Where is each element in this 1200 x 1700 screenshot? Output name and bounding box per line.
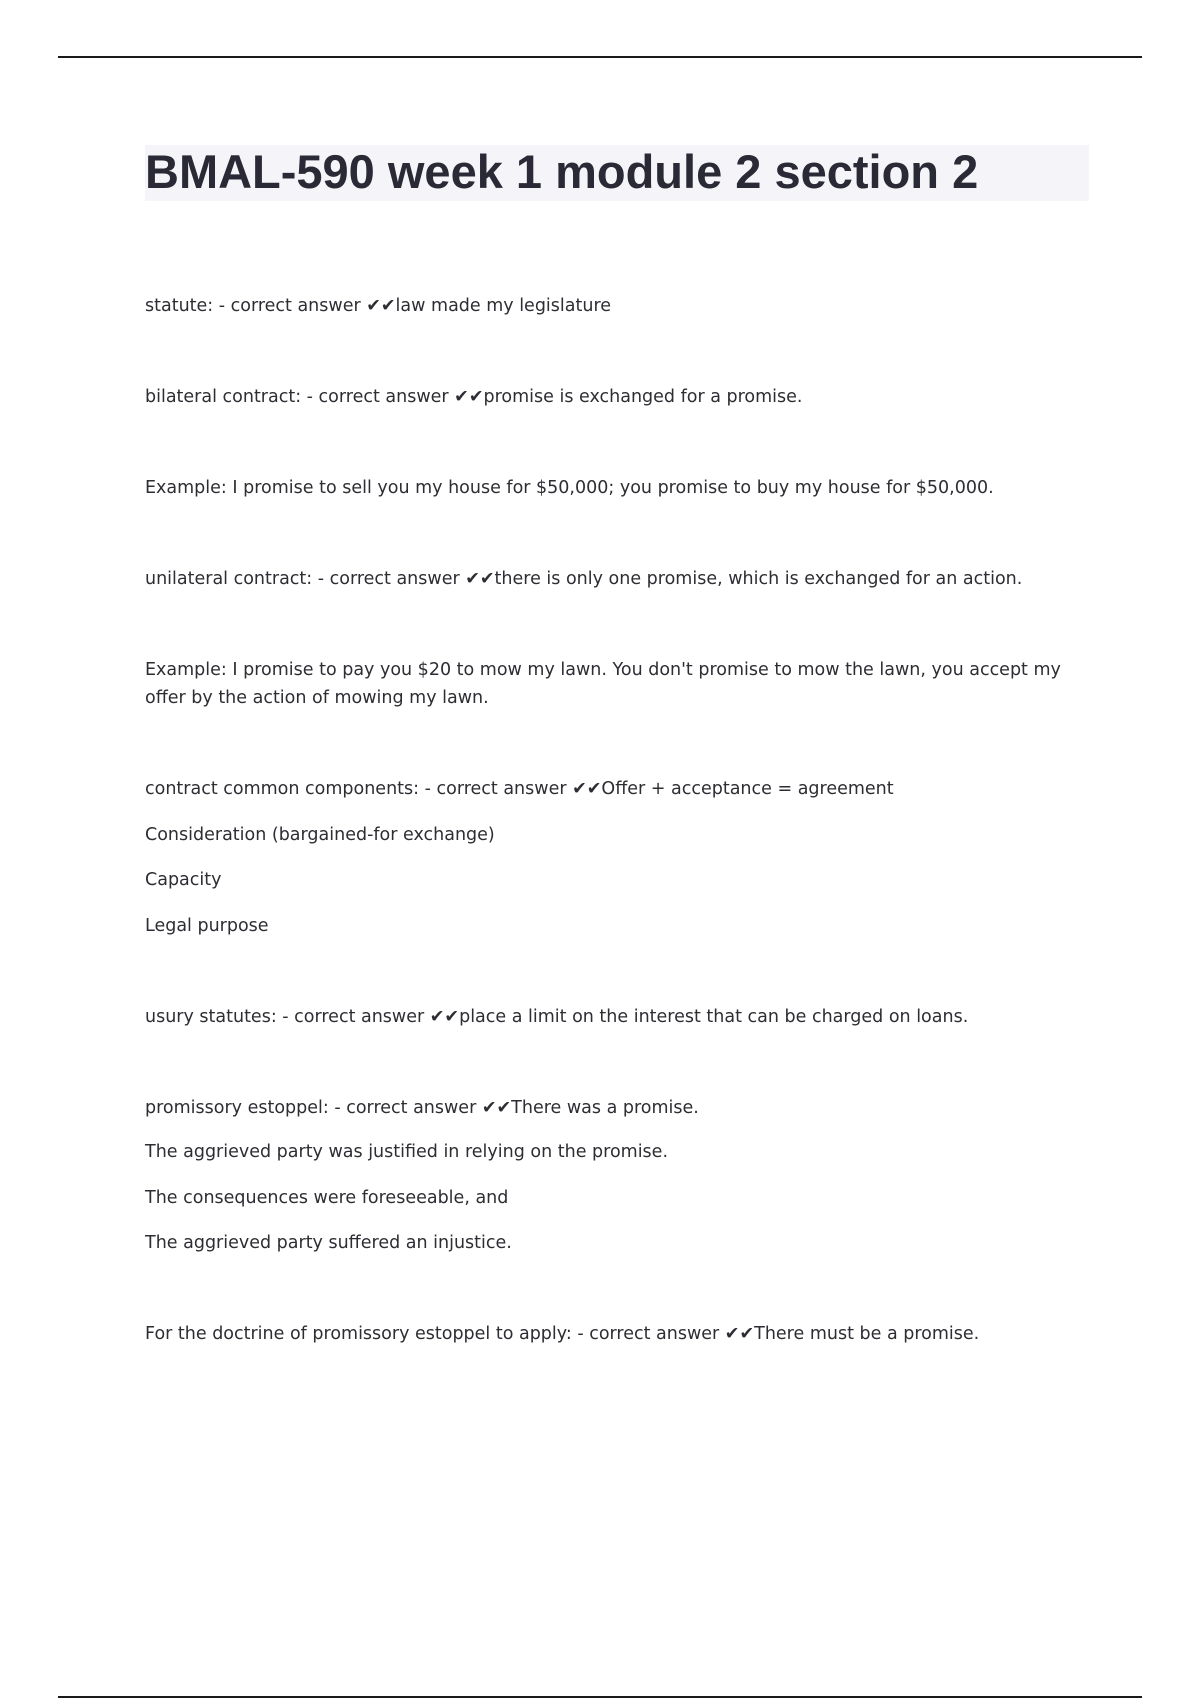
text-line-doctrine: For the doctrine of promissory estoppel to apply: - correct answer ✔✔There must be a promise.	[145, 1324, 980, 1344]
text-line-consideration: Consideration (bargained-for exchange)	[145, 825, 495, 845]
top-rule	[58, 56, 1142, 58]
page-title: BMAL-590 week 1 module 2 section 2	[145, 145, 979, 198]
text-line-legal-purpose: Legal purpose	[145, 916, 269, 936]
text-line-contract-components: contract common components: - correct answer ✔✔Offer + acceptance = agreement	[145, 779, 894, 799]
text-line-bilateral-example: Example: I promise to sell you my house for $50,000; you promise to buy my house for $50,000.	[145, 478, 994, 498]
text-line-unilateral-contract: unilateral contract: - correct answer ✔✔there is only one promise, which is exchanged for an action.	[145, 569, 1023, 589]
text-line-bilateral-contract: bilateral contract: - correct answer ✔✔promise is exchanged for a promise.	[145, 387, 803, 407]
text-line-consequences: The consequences were foreseeable, and	[145, 1188, 509, 1208]
bottom-rule	[58, 1696, 1142, 1698]
text-line-statute: statute: - correct answer ✔✔law made my legislature	[145, 296, 612, 316]
text-line-capacity: Capacity	[145, 870, 222, 890]
text-line-usury-statutes: usury statutes: - correct answer ✔✔place a limit on the interest that can be charged on loans.	[145, 1007, 969, 1027]
text-line-unilateral-example: Example: I promise to pay you $20 to mow my lawn. You don't promise to mow the lawn, you accept my offer by the action of mowing my lawn.	[145, 660, 1061, 708]
text-line-promissory-estoppel: promissory estoppel: - correct answer ✔✔There was a promise.	[145, 1098, 699, 1118]
text-line-aggrieved-justified: The aggrieved party was justified in relying on the promise.	[145, 1142, 669, 1162]
text-line-injustice: The aggrieved party suffered an injustice.	[145, 1233, 512, 1253]
